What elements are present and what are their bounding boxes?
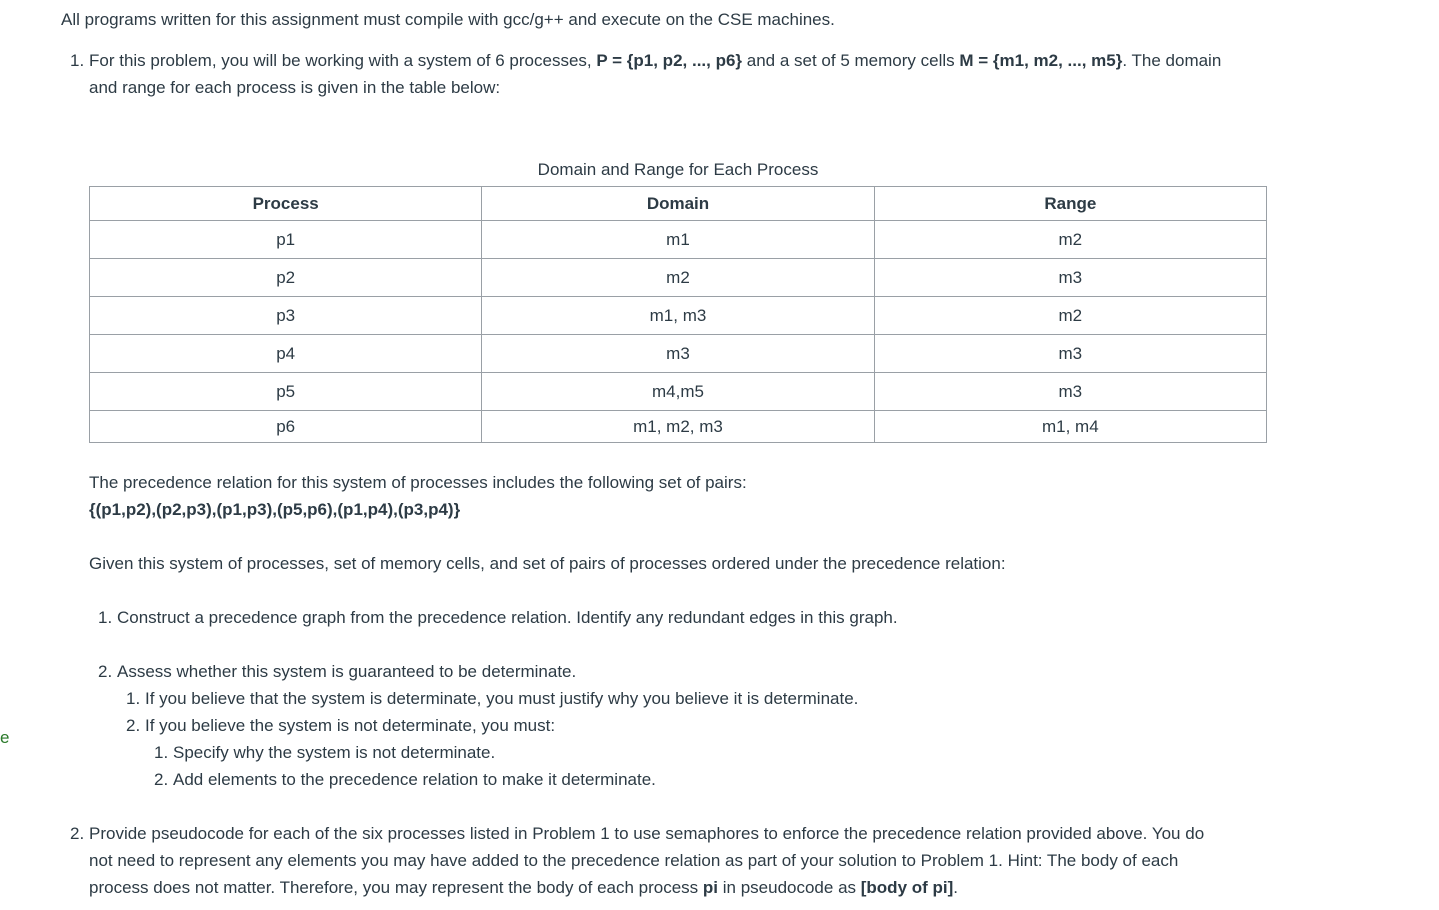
intro-text: All programs written for this assignment must compile with gcc/g++ and execute on the CSE machines. bbox=[61, 10, 835, 29]
cell-range: m2 bbox=[874, 297, 1266, 335]
cell-domain: m1, m3 bbox=[482, 297, 874, 335]
header-domain: Domain bbox=[482, 187, 874, 221]
task-2-1: If you believe that the system is determinate, you must justify why you believe it is determinate. bbox=[145, 689, 859, 708]
cell-range: m3 bbox=[874, 373, 1266, 411]
cell-process: p2 bbox=[90, 259, 482, 297]
table-row bbox=[90, 373, 1267, 411]
task-1-number: 1. bbox=[98, 608, 113, 627]
task-2: Assess whether this system is guaranteed to be determinate. bbox=[117, 662, 577, 681]
problem-1-text-e: . The domain bbox=[1122, 51, 1222, 70]
problem-2-line-2: not need to represent any elements you may have added to the precedence relation as part of your solution to Problem 1. Hint: The body of each bbox=[89, 851, 1179, 870]
problem-1-text-a: For this problem, you will be working with a system of 6 processes, bbox=[89, 51, 597, 70]
table-row bbox=[90, 411, 1267, 443]
table-caption: Domain and Range for Each Process bbox=[537, 160, 819, 179]
problem-2-text-e: . bbox=[953, 878, 959, 897]
problem-1-line-2: and range for each process is given in the table below: bbox=[89, 78, 501, 97]
cell-domain: m4,m5 bbox=[482, 373, 874, 411]
process-set: P = {p1, p2, ..., p6} bbox=[596, 51, 743, 70]
problem-1-number: 1. bbox=[70, 51, 85, 70]
body-of-pi: [body of pi] bbox=[860, 878, 954, 897]
table-row bbox=[90, 335, 1267, 373]
cell-process: p1 bbox=[90, 221, 482, 259]
cell-range: m3 bbox=[874, 259, 1266, 297]
table-row bbox=[90, 297, 1267, 335]
cell-range: m1, m4 bbox=[874, 411, 1266, 443]
given-text: Given this system of processes, set of memory cells, and set of pairs of processes ordered under the precedence relation: bbox=[89, 554, 1006, 573]
task-2-2-1-number: 1. bbox=[154, 743, 169, 762]
task-2-2-2: Add elements to the precedence relation to make it determinate. bbox=[173, 770, 656, 789]
cell-domain: m2 bbox=[482, 259, 874, 297]
margin-mark: e bbox=[0, 728, 10, 747]
cell-domain: m3 bbox=[482, 335, 874, 373]
task-2-2: If you believe the system is not determinate, you must: bbox=[145, 716, 556, 735]
precedence-pairs-value: {(p1,p2),(p2,p3),(p1,p3),(p5,p6),(p1,p4),(p3,p4)} bbox=[89, 500, 461, 519]
memory-set: M = {m1, m2, ..., m5} bbox=[959, 51, 1123, 70]
cell-process: p3 bbox=[90, 297, 482, 335]
header-process: Process bbox=[90, 187, 482, 221]
problem-2-text-c: in pseudocode as bbox=[718, 878, 861, 897]
process-pi: pi bbox=[702, 878, 719, 897]
domain-range-table bbox=[89, 186, 1267, 443]
task-2-2-number: 2. bbox=[126, 716, 141, 735]
problem-1-line-1 bbox=[89, 51, 1221, 71]
cell-domain: m1, m2, m3 bbox=[482, 411, 874, 443]
cell-range: m3 bbox=[874, 335, 1266, 373]
problem-1-text-c: and a set of 5 memory cells bbox=[742, 51, 960, 70]
problem-2-text-a: process does not matter. Therefore, you may represent the body of each process bbox=[89, 878, 703, 897]
problem-2-number: 2. bbox=[70, 824, 85, 843]
table-row bbox=[90, 221, 1267, 259]
cell-range: m2 bbox=[874, 221, 1266, 259]
cell-process: p5 bbox=[90, 373, 482, 411]
cell-process: p6 bbox=[90, 411, 482, 443]
problem-2-line-1: Provide pseudocode for each of the six processes listed in Problem 1 to use semaphores to enforce the precedence relation provided above. You do bbox=[89, 824, 1205, 843]
precedence-text: The precedence relation for this system of processes includes the following set of pairs: bbox=[89, 473, 747, 492]
task-2-number: 2. bbox=[98, 662, 113, 681]
problem-2-line-3 bbox=[89, 878, 958, 898]
cell-process: p4 bbox=[90, 335, 482, 373]
task-2-1-number: 1. bbox=[126, 689, 141, 708]
precedence-pairs bbox=[89, 500, 460, 520]
table-header-row bbox=[90, 187, 1267, 221]
header-range: Range bbox=[874, 187, 1266, 221]
task-2-2-1: Specify why the system is not determinate. bbox=[173, 743, 496, 762]
task-2-2-2-number: 2. bbox=[154, 770, 169, 789]
task-1: Construct a precedence graph from the precedence relation. Identify any redundant edges in this graph. bbox=[117, 608, 898, 627]
cell-domain: m1 bbox=[482, 221, 874, 259]
table-row bbox=[90, 259, 1267, 297]
